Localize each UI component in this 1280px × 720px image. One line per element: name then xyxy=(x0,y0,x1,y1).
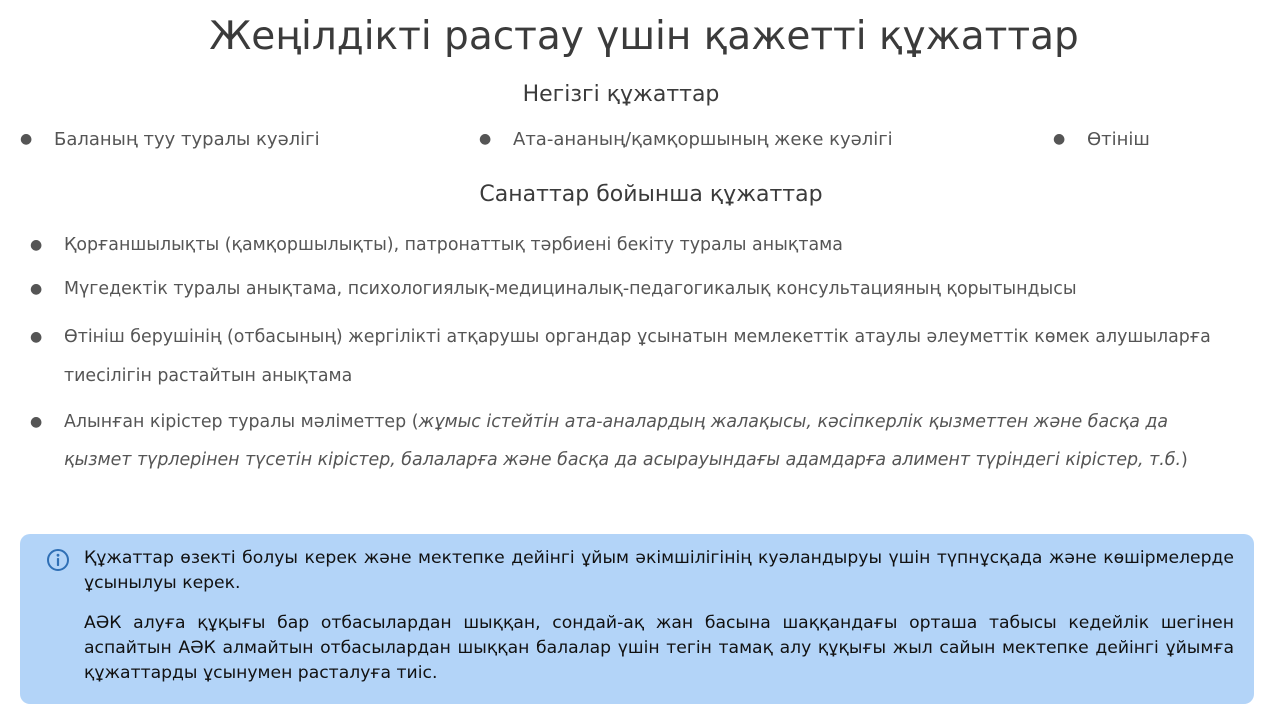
list-item xyxy=(30,270,1230,309)
basic-document-label: Өтініш xyxy=(1087,129,1150,150)
note-paragraph-1: Құжаттар өзекті болуы керек және мектепке дейінгі ұйым әкімшілігінің куәландыруы үшін түпнұсқада және көшірмелерде ұсынылуы керек. xyxy=(84,548,1234,593)
basic-document-item xyxy=(20,129,320,150)
list-item-income xyxy=(30,403,1230,479)
basic-document-label: Ата-ананың/қамқоршының жеке куәлігі xyxy=(513,129,893,150)
bullet-icon: ● xyxy=(30,329,43,345)
bullet-icon: ● xyxy=(1053,131,1066,147)
list-item-text: Мүгедектік туралы анықтама, психологиялық-медициналық-педагогикалық консультацияның қорытындысы xyxy=(64,279,1077,299)
income-lead-text: Алынған кірістер туралы мәліметтер ( xyxy=(64,412,419,432)
bullet-icon: ● xyxy=(479,131,492,147)
income-tail-text: ) xyxy=(1181,450,1188,470)
info-icon xyxy=(46,548,70,572)
bullet-icon: ● xyxy=(20,131,33,147)
basic-document-label: Баланың туу туралы куәлігі xyxy=(54,129,320,150)
note-paragraph-2: АӘК алуға құқығы бар отбасылардан шыққан, сондай-ақ жан басына шаққандағы орташа табысы кедейлік шегінен аспайтын АӘК алмайтын отбасылардан шыққан балалар үшін тегін тамақ алу құқығы жыл сайын мектепке дейінгі ұйымға құжаттарды ұсынумен расталуға тиіс. xyxy=(84,613,1234,683)
basic-documents-heading: Негізгі құжаттар xyxy=(522,82,720,107)
bullet-icon: ● xyxy=(30,281,43,297)
category-documents-list xyxy=(30,230,1230,479)
bullet-icon: ● xyxy=(30,414,43,430)
page-title: Жеңілдікті растау үшін қажетті құжаттар xyxy=(209,14,1079,59)
bullet-icon: ● xyxy=(30,237,43,253)
list-item xyxy=(30,226,1230,265)
info-note-box xyxy=(20,534,1254,704)
list-item-text: Өтініш берушінің (отбасының) жергілікті атқарушы органдар ұсынатын мемлекеттік атаулы әлеуметтік көмек алушыларға тиесілігін растайтын анықтама xyxy=(64,327,1211,386)
category-documents-heading: Санаттар бойынша құжаттар xyxy=(479,182,823,207)
list-item-text: Қорғаншылықты (қамқоршылықты), патронаттық тәрбиені бекіту туралы анықтама xyxy=(64,235,843,255)
basic-document-item xyxy=(479,129,893,150)
income-examples-text: жұмыс істейтін ата-аналардың жалақысы, кәсіпкерлік қызметтен және басқа да қызмет түрлерінен түсетін кірістер, балаларға және басқа да асырауындағы адамдарға алимент түріндегі кірістер, т.б. xyxy=(64,412,1182,470)
list-item xyxy=(30,318,1230,396)
basic-document-item xyxy=(1053,129,1150,150)
